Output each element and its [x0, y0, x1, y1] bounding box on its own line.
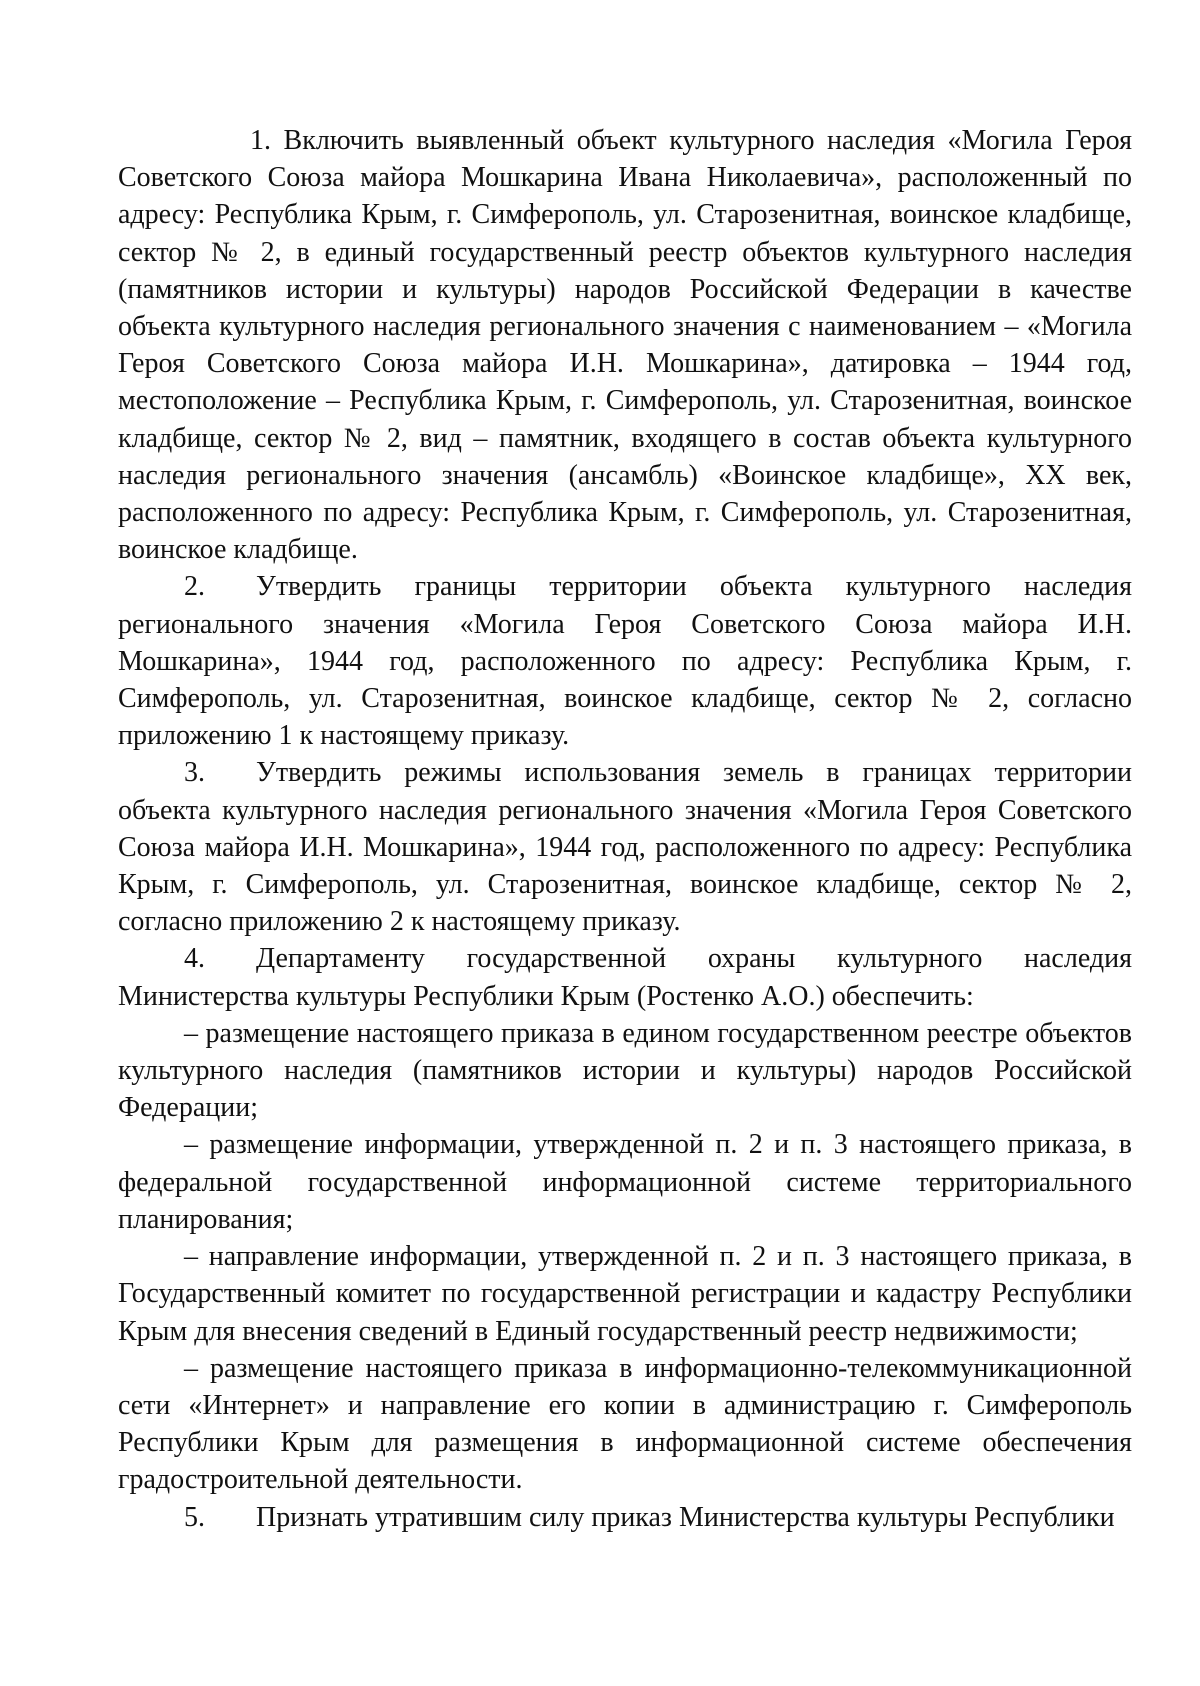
paragraph-2-number: 2. [184, 571, 205, 603]
document-body [118, 122, 1132, 1536]
bullet-item-registry-text: – размещение настоящего приказа в едином государственном реестре объектов культурного наследия (памятников истории и культуры) народов Российской Федерации; [118, 1017, 1132, 1124]
bullet-item-planning-system [118, 1126, 1132, 1238]
paragraph-1-number: 1. [250, 125, 271, 156]
paragraph-5-number: 5. [184, 1501, 205, 1533]
bullet-item-registry [118, 1015, 1132, 1127]
paragraph-3-text: Утвердить режимы использования земель в границах территории объекта культурного наследия регионального значения «Могила Героя Советского Союза майора И.Н. Мошкарина», 1944 год, расположенного по адресу: Республика Крым, г. Симферополь, ул. Старозенитная, воинское кладбище, сектор № 2, согласно приложению 2 к настоящему приказу. [118, 757, 1132, 938]
bullet-item-cadastre [118, 1238, 1132, 1350]
paragraph-3 [118, 754, 1132, 940]
bullet-item-cadastre-text: – направление информации, утвержденной п. 2 и п. 3 настоящего приказа, в Государственный комитет по государственной регистрации и кадастру Республики Крым для внесения сведений в Единый государственный реестр недвижимости; [118, 1241, 1132, 1347]
bullet-item-planning-system-text: – размещение информации, утвержденной п. 2 и п. 3 настоящего приказа, в федеральной государственной информационной системе территориального планирования; [118, 1129, 1132, 1235]
paragraph-3-number: 3. [184, 757, 205, 789]
paragraph-4-number: 4. [184, 943, 205, 975]
bullet-item-internet-text: – размещение настоящего приказа в информационно-телекоммуникационной сети «Интернет» и направление его копии в администрацию г. Симферополь Республики Крым для размещения в информационной системе обеспечения градостроительной деятельности. [118, 1352, 1132, 1496]
paragraph-4 [118, 940, 1132, 1014]
paragraph-2-text: Утвердить границы территории объекта культурного наследия регионального значения «Могила Героя Советского Союза майора И.Н. Мошкарина», 1944 год, расположенного по адресу: Республика Крым, г. Симферополь, ул. Старозенитная, воинское кладбище, сектор № 2, согласно приложению 1 к настоящему приказу. [118, 571, 1132, 752]
bullet-item-internet [118, 1350, 1132, 1499]
paragraph-1-text: Включить выявленный объект культурного наследия «Могила Героя Советского Союза майора Мошкарина Ивана Николаевича», расположенный по адресу: Республика Крым, г. Симферополь, ул. Старозенитная, воинское кладбище, сектор № 2, в единый государственный реестр объектов культурного наследия (памятников истории и культуры) народов Российской Федерации в качестве объекта культурного наследия регионального значения с наименованием – «Могила Героя Советского Союза майора И.Н. Мошкарина», датировка – 1944 год, местоположение – Республика Крым, г. Симферополь, ул. Старозенитная, воинское кладбище, сектор № 2, вид – памятник, входящего в состав объекта культурного наследия регионального значения (ансамбль) «Воинское кладбище», XX век, расположенного по адресу: Республика Крым, г. Симферополь, ул. Старозенитная, воинское кладбище. [118, 125, 1133, 566]
paragraph-1 [118, 122, 1132, 568]
paragraph-2 [118, 568, 1132, 754]
paragraph-5 [118, 1499, 1132, 1536]
paragraph-4-text: Департаменту государственной охраны культурного наследия Министерства культуры Республики Крым (Ростенко А.О.) обеспечить: [118, 943, 1132, 1012]
paragraph-5-text: Признать утратившим силу приказ Министерства культуры Республики [256, 1501, 1115, 1533]
